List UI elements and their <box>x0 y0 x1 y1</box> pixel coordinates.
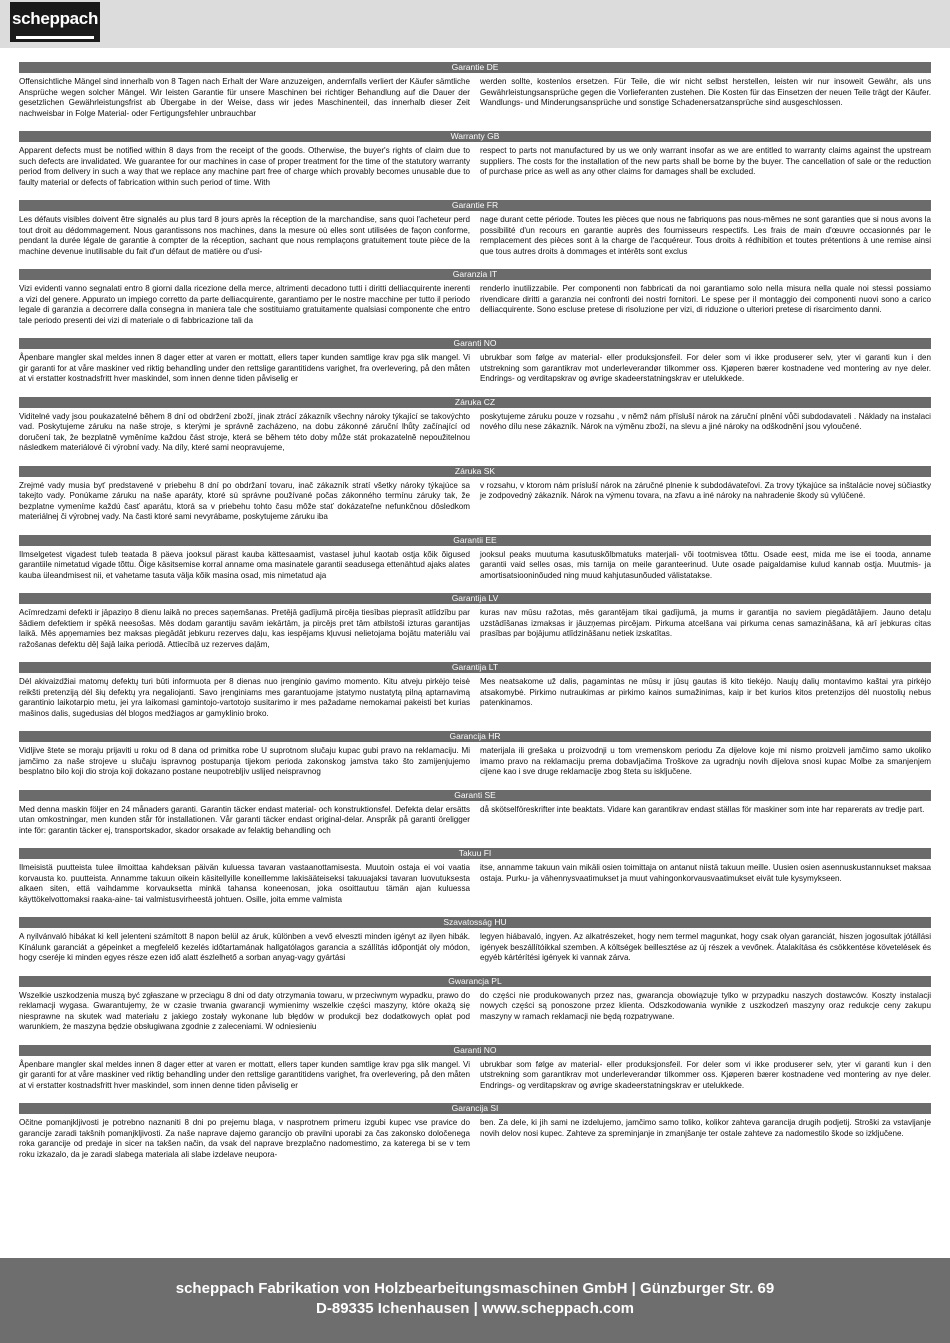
section-text-right: materijala ili grešaka u proizvodnji u tom vremenskom periodu Za dijelove koje mi nismo proizveli jamčimo samo ukoliko imamo pravo na reklamaciju prema dobavljačima Troškove za ugradnju novih dijelova snosi kupac Molbe za smanjenjem cijene kao i sve druge reklamacije zbog šteta su isključene. <box>480 746 931 776</box>
warranty-section <box>19 1103 931 1172</box>
warranty-section <box>19 731 931 790</box>
section-spacer <box>19 188 931 200</box>
warranty-section <box>19 338 931 397</box>
section-title: Záruka CZ <box>19 397 931 408</box>
section-text-right: då skötselföreskrifter inte beaktats. Vidare kan garantikrav endast ställas för maskiner som inte har reparerats av tredje part. <box>480 804 925 814</box>
section-text-right: ubrukbar som følge av material- eller produksjonsfeil. For deler som vi ikke produserer selv, yter vi garanti kun i den utstrekning som garantikrav mot underleverandør tilkommer oss. Kjøperen bærer kostnadene ved montering av nye deler. Endrings- og verditapskrav og øvrige skadeerstatningskrav er utelukkede. <box>480 1059 931 1090</box>
section-spacer <box>19 1033 931 1045</box>
section-text-left: Åpenbare mangler skal meldes innen 8 dager etter at varen er mottatt, ellers taper kunden samtlige krav pga slik mangel. Vi gir garanti for at våre maskiner ved riktig behandling under den rettslige garantitidens varighet, fra overlevering, på den måten at vi erstatter kostnadsfritt hver maskindel, som innen denne tiden påviselig er <box>19 353 470 383</box>
section-text-right: werden sollte, kostenlos ersetzen. Für Teile, die wir nicht selbst herstellen, leisten wir nur insoweit Gewähr, als uns Gewährleistungsansprüche gegen die Vorlieferanten zustehen. Die Kosten für das Einsetzen der neuen Teile trägt der Käufer. Wandlungs- und Minderungsansprüche und sonstige Schadenersatzansprüche sind ausgeschlossen. <box>480 77 931 107</box>
warranty-section <box>19 593 931 662</box>
section-text-left: Vidljive štete se moraju prijaviti u roku od 8 dana od primitka robe U suprotnom slučaju kupac gubi pravo na reklamaciju. Mi jamčimo za naše strojeve u slučaju ispravnog postupanja tijekom perioda zakonskog jamstva tako što zamijenjujemo besplatno bilo koji dio stroja koji dokazano postane neupotrebljiv uslijed neispravnog <box>19 746 470 776</box>
warranty-section <box>19 62 931 131</box>
warranty-sections <box>19 62 931 1172</box>
section-text-left: Apparent defects must be notified within 8 days from the receipt of the goods. Otherwise, the buyer's rights of claim due to such defects are invalidated. We guarantee for our machines in case of proper treatment for the time of the statutory warranty period from delivery in such a way that we replace any machine part free of charge which provably becomes unusable due to faulty material or defects of fabrication within such period of time. With <box>19 146 470 187</box>
warranty-section <box>19 466 931 535</box>
section-text-right: poskytujeme záruku pouze v rozsahu , v němž nám přísluší nárok na záruční plnění vůči subdodavateli . Náklady na instalaci nového dílu nese zákazník. Nárok na výměnu zboží, na slevu a jiné nároky na odškodnění jsou vyloučené. <box>480 411 931 431</box>
section-title: Garantija LT <box>19 662 931 673</box>
top-bar <box>0 0 950 48</box>
section-spacer <box>19 257 931 269</box>
section-spacer <box>19 778 931 790</box>
section-body <box>19 991 931 1033</box>
section-spacer <box>19 119 931 131</box>
section-body <box>19 805 931 837</box>
section-text-right: itse, annamme takuun vain mikäli osien toimittaja on antanut niistä takuun meille. Uusien osien asennuskustannukset maksaa ostaja. Purku- ja vähennysvaatimukset ja muut vahingonkorvausvaatimukset eivät tule kysymykseen. <box>480 863 931 883</box>
section-body <box>19 746 931 778</box>
logo-text: scheppach <box>11 9 99 28</box>
section-title: Gwarancja PL <box>19 976 931 987</box>
section-text-right: Mes neatsakome už dalis, pagamintas ne mūsų ir jūsų gautas iš kito tiekėjo. Naujų dalių montavimo kaštai yra pirkėjo atsakomybė. Pirkimo nutraukimas ar pirkimo kainos sumažinimas, kaip ir bet kurios kitos pretenzijos dėl nuostolių nebus patenkinamos. <box>480 677 931 707</box>
section-spacer <box>19 964 931 976</box>
section-body <box>19 1060 931 1092</box>
section-spacer <box>19 581 931 593</box>
section-title: Takuu FI <box>19 848 931 859</box>
section-body <box>19 932 931 964</box>
logo-underline <box>16 36 94 39</box>
section-title: Garanzia IT <box>19 269 931 280</box>
section-spacer <box>19 385 931 397</box>
section-body <box>19 284 931 326</box>
section-text-left: Åpenbare mangler skal meldes innen 8 dager etter at varen er mottatt, ellers taper kunden samtlige krav pga slik mangel. Vi gir garanti for at våre maskiner ved riktig behandling under den rettslige garantitidens varighet, fra overlevering, på den måten at vi erstatter kostnadsfritt hver maskindel, som innen denne tiden påviselig er <box>19 1059 470 1090</box>
section-title: Garantii EE <box>19 535 931 546</box>
warranty-section <box>19 1045 931 1104</box>
section-text-left: Acīmredzami defekti ir jāpaziņo 8 dienu laikā no preces saņemšanas. Pretējā gadījumā pircēja tiesības pieprasīt atlīdzību par šādiem defektiem ir spēkā neesošas. Mēs dodam garantiju savām iekārtām, ja pircējs pret tām atbilstoši izturas garantijas laikā. Mēs apņemamies bez maksas piegādāt jebkuru rezerves daļu, kas iespējams kļuvusi nelietojama bojātu materiālu vai ražošanas defektu dēļ šajā laika periodā. Attiecībā uz rezerves daļām, <box>19 608 470 649</box>
warranty-section <box>19 269 931 338</box>
section-body <box>19 481 931 523</box>
section-body <box>19 77 931 119</box>
warranty-section <box>19 535 931 594</box>
section-text-left: Wszelkie uszkodzenia muszą być zgłaszane w przeciągu 8 dni od daty otrzymania towaru, w przeciwnym wypadku, prawo do reklamacji wygasa. Gwarantujemy, że w czasie trwania gwarancji wymienimy wszelkie części maszyny, które okażą się niesprawne na skutek wad materiału z jakiego zostały wykonane lub błędów w produkcji bez dodatkowych opłat pod warunkiem, że maszyna będzie obsługiwana zgodnie z zaleceniami. W odniesieniu <box>19 990 470 1031</box>
warranty-section <box>19 662 931 731</box>
section-title: Garancija SI <box>19 1103 931 1114</box>
warranty-section <box>19 848 931 917</box>
section-body <box>19 146 931 188</box>
section-spacer <box>19 1160 931 1172</box>
section-text-left: Med denna maskin följer en 24 månaders garanti. Garantin täcker endast material- och konstruktionsfel. Defekta delar ersätts utan omkostningar, men kunden står för installationen. Vår garanti täcker endast original-delar. Anspråk på garanti öreligger inte för: garantin täcker ej, transportskador, skador orsakade av felaktig behandling och <box>19 804 470 835</box>
warranty-section <box>19 917 931 976</box>
section-spacer <box>19 905 931 917</box>
section-text-right: jooksul peaks muutuma kasutuskõlbmatuks materjali- või tootmisvea tõttu. Osade eest, mida me ise ei tooda, anname garantii vaid selles osas, mis tarnija on meile garanteerinud. Uute osade paigaldamise kulud kannab ostja. Muutmis- ja amortisatsiooninõuded ning muud kahjutasunõuded välistatakse. <box>480 549 931 580</box>
section-title: Garantie DE <box>19 62 931 73</box>
section-text-left: Ilmselgetest vigadest tuleb teatada 8 päeva jooksul pärast kauba kättesaamist, vastasel juhul kaotab ostja kõik õigused garantiile nimetatud vigade tõttu. Õige käsitsemise korral anname oma masinatele garantii seadusega ettenähtud ajaks alates kauba üleandmisest nii, et vahetame tasuta välja kõik masina osad, mis nimetatud aja <box>19 549 470 580</box>
section-spacer <box>19 719 931 731</box>
section-spacer <box>19 523 931 535</box>
footer <box>0 1258 950 1343</box>
section-text-left: Viditelné vady jsou poukazatelné během 8 dní od obdržení zboží, jinak ztrácí zákazník všechny nároky týkající se takovýchto vad. Poskytujeme záruku na naše stroje, s kterými je správně zacházeno, na dobu zákonné záruční lhůty začínající od doručení tak, že bezplatně vyměníme každou část stroje, která se během této doby může stát prokazatelně nepoužitelnou následkem materiálové či výrobní vady. Na díly, které sami neopravujeme, <box>19 411 470 452</box>
section-spacer <box>19 326 931 338</box>
section-body <box>19 550 931 582</box>
section-title: Garantie FR <box>19 200 931 211</box>
section-text-left: Ilmeisistä puutteista tulee ilmoittaa kahdeksan päivän kuluessa tavaran vastaanottamisesta. Muutoin ostaja ei voi vaatia korvausta ko. puutteista. Annamme takuun oikein käsitellyille koneillemme lakisääteiseksi takuuajaksi tavaran luovutuksesta alkaen siten, että vaihdamme korvauksetta minkä tahansa koneenosan, joka osoittautuu tämän ajan kuluessa käyttökelvottomaksi raaka-aine- tai valmistusvirheestä johtuen. Osille, joita emme valmista <box>19 863 470 904</box>
warranty-section <box>19 790 931 849</box>
section-spacer <box>19 836 931 848</box>
section-text-right: ubrukbar som følge av material- eller produksjonsfeil. For deler som vi ikke produserer selv, yter vi garanti kun i den utstrekning som garantikrav mot underleverandør tilkommer oss. Kjøperen bærer kostnadene ved montering av nye deler. Endrings- og verditapskrav og øvrige skadeerstatningskrav er utelukkede. <box>480 353 931 383</box>
warranty-section <box>19 976 931 1045</box>
section-title: Warranty GB <box>19 131 931 142</box>
section-text-left: Offensichtliche Mängel sind innerhalb von 8 Tagen nach Erhalt der Ware anzuzeigen, andernfalls verliert der Käufer sämtliche Ansprüche wegen solcher Mängel. Wir leisten Garantie für unsere Maschinen bei richtiger Behandlung auf die Dauer der gesetzlichen Gewährleistungsfrist ab Übergabe in der Weise, dass wir jedes Maschinenteil, das innerhalb dieser Zeit nachweisbar in Folge Material- oder Fertigungsfehler unbrauchbar <box>19 77 470 118</box>
section-text-right: respect to parts not manufactured by us we only warrant insofar as we are entitled to warranty claims against the upstream suppliers. The costs for the installation of the new parts shall be borne by the buyer. The cancellation of sale or the reduction of purchase price as well as any other claims for damages shall be excluded. <box>480 146 931 176</box>
section-title: Záruka SK <box>19 466 931 477</box>
section-text-right: nage durant cette période. Toutes les pièces que nous ne fabriquons pas nous-mêmes ne sont garanties que si nous avons la possibilité d'un recours en garantie auprès des fournisseurs respectifs. Les frais de main d'œuvre occasionnés par le remplacement des pièces sont à la charge de l'acquéreur. Tous droits à rédhibition et toutes prétentions à une remise ainsi que tous autres droits à dommages et intérêts sont exclus <box>480 215 931 256</box>
section-text-right: do części nie produkowanych przez nas, gwarancja obowiązuje tylko w przypadku naszych dostawców. Koszty instalacji nowych części są ponoszone przez klienta. Odszkodowania wynikłe z uszkodzeń maszyny oraz redukcje ceny zakupu maszyny w ramach reklamacji nie będą rozpatrywane. <box>480 990 931 1021</box>
section-body <box>19 215 931 257</box>
section-spacer <box>19 650 931 662</box>
section-body <box>19 1118 931 1160</box>
section-spacer <box>19 454 931 466</box>
section-spacer <box>19 1091 931 1103</box>
footer-address-line1: scheppach Fabrikation von Holzbearbeitungsmaschinen GmbH | Günzburger Str. 69 <box>175 1280 775 1297</box>
section-text-left: Očitne pomanjkljivosti je potrebno naznaniti 8 dni po prejemu blaga, v nasprotnem primeru izgubi kupec vse pravice do garancije zaradi takšnih pomanjkljivosti. Za naše naprave dajemo garancijo ob pravilni uporabi za čas zakonsko določenega roka garancije od predaje in sicer na takšen način, da vsak del naprave brezplačno nadomestimo, za katerega bi se v tem roku izkazalo, da je zaradi slabega materiala ali slabe izdelave neupora- <box>19 1118 470 1159</box>
footer-address-line2: D-89335 Ichenhausen | www.scheppach.com <box>316 1300 634 1317</box>
section-title: Garanti SE <box>19 790 931 801</box>
section-text-left: Les défauts visibles doivent être signalés au plus tard 8 jours après la réception de la marchandise, sans quoi l'acheteur perd tout droit au dédommagement. Nous garantissons nos machines, dans la mesure où elles sont utilisées de façon conforme, pendant la durée légale de garantie à compter de la réception, sachant que nous remplaçons gratuitement toute pièce de la machine devenue inutilisable du fait d'un défaut de matière ou d'usi- <box>19 215 470 256</box>
warranty-section <box>19 131 931 200</box>
warranty-section <box>19 200 931 269</box>
section-text-right: legyen hiábavaló, ingyen. Az alkatrészeket, hogy nem termel magunkat, hogy csak olyan garanciát, hiszen jogosultak jótállási igények beszállítóikkal szemben. A költségek beillesztése az új részek a vevőnek. Átalakítása és csökkentése követelések és egyéb kártérítési igények ki vannak zárva. <box>480 932 931 962</box>
warranty-section <box>19 397 931 466</box>
section-body <box>19 412 931 454</box>
section-text-left: Dėl akivaizdžiai matomų defektų turi būti informuota per 8 dienas nuo įrenginio gavimo momento. Kitu atveju pirkėjo teisė reikšti pretenziją dėl šių defektų yra negaliojanti. Savo įrenginiams mes garantuojame įstatymo nustatytą pilną aptarnavimą garantinio laikotarpio metu, jei yra laikomasi gamintojo-vartotojo susitarimo ir mes pažadame nemokamai pakeisti bet kurias mašinos dalis, sugedusias dėl blogos medžiagos ar gamyklinio broko. <box>19 677 470 718</box>
section-title: Garanti NO <box>19 338 931 349</box>
section-text-left: A nyilvánvaló hibákat ki kell jelenteni számított 8 napon belül az áruk, különben a vevő elveszti minden igényt az ilyen hibák. Kínálunk garanciát a gépeinket a megfelelő kezelés időtartamának hallgatólagos garancia a szállítás időpontját oly módon, hogy cseréje ki minden egyes része ezen idő alatt észlelhető a sorban anyag-vagy gyártási <box>19 932 470 962</box>
section-title: Garantija LV <box>19 593 931 604</box>
section-text-right: renderlo inutilizzabile. Per componenti non fabbricati da noi garantiamo solo nella misura nella quale noi stessi possiamo rivendicare diritti a garanzia nei confronti dei nostri fornitori. Le spese per il montaggio dei componenti nuovi sono a carico delliacquirente. Sono escluse pretese di risoluzione per vizi, di riduzione o ulteriori pretese di risarcimento danni. <box>480 284 931 314</box>
section-text-left: Zrejmé vady musia byť predstavené v priebehu 8 dní po obdržaní tovaru, inač zákazník stratí všetky nároky týkajúce sa takejto vady. Ponúkame záruku na naše aparáty, ktoré sú správne používané počas zákonného termínu záruky tak, že bezplatne vymeníme každú časť aparátu, ktorá sa v priebehu tohto času môže stať dokázateľne nefunkčnou dôsledkom materiálnej či výrobnej vady. Na časti ktoré sami nevyrábame, poskytujeme záruku iba <box>19 480 470 521</box>
section-text-right: ben. Za dele, ki jih sami ne izdelujemo, jamčimo samo toliko, kolikor zahteva garancija drugih podjetij. Stroški za vstavljanje novih delov nosi kupec. Zahteve za spreminjanje in zmanjšanje ter ostale zahteve za nadomestilo škode so izključene. <box>480 1118 931 1138</box>
section-body <box>19 863 931 905</box>
section-title: Szavatosság HU <box>19 917 931 928</box>
section-body <box>19 608 931 650</box>
section-body <box>19 353 931 385</box>
section-body <box>19 677 931 719</box>
section-text-left: Vizi evidenti vanno segnalati entro 8 giorni dalla ricezione della merce, altrimenti decadono tutti i diritti delliacquirente inerenti a vizi del genere. Appurato un impiego corretto da parte delliacquirente, garantiamo per le nostre macchine per tutto il periodo legale di garanzia a decorrere dalla consegna in maniera tale che sostituiamo gratuitamente qualsiasi componente che entro tale periodo presenti dei vizi di materiale o di fabbricazione tali da <box>19 284 470 325</box>
section-text-right: v rozsahu, v ktorom nám prísluší nárok na záručné plnenie k subdodávateľovi. Za trovy týkajúce sa inštalácie novej súčiastky je zodpovedný zákazník. Nárok na výmenu tovara, na zľavu a iné nároky na nahradenie škody sú vylúčené. <box>480 480 931 500</box>
section-text-right: kuras nav mūsu ražotas, mēs garantējam tikai gadījumā, ja mums ir garantija no saviem piegādātājiem. Jauno detaļu uzstādīšanas izmaksas ir jāuzņemas pircējam. Pirkuma atcelšana vai pirkuma cenas samazināšana, kā arī jebkuras citas prasības par bojājumu atlīdzināšanu netiek izskatītas. <box>480 608 931 638</box>
scheppach-logo <box>10 2 100 42</box>
section-title: Garanti NO <box>19 1045 931 1056</box>
section-title: Garancija HR <box>19 731 931 742</box>
